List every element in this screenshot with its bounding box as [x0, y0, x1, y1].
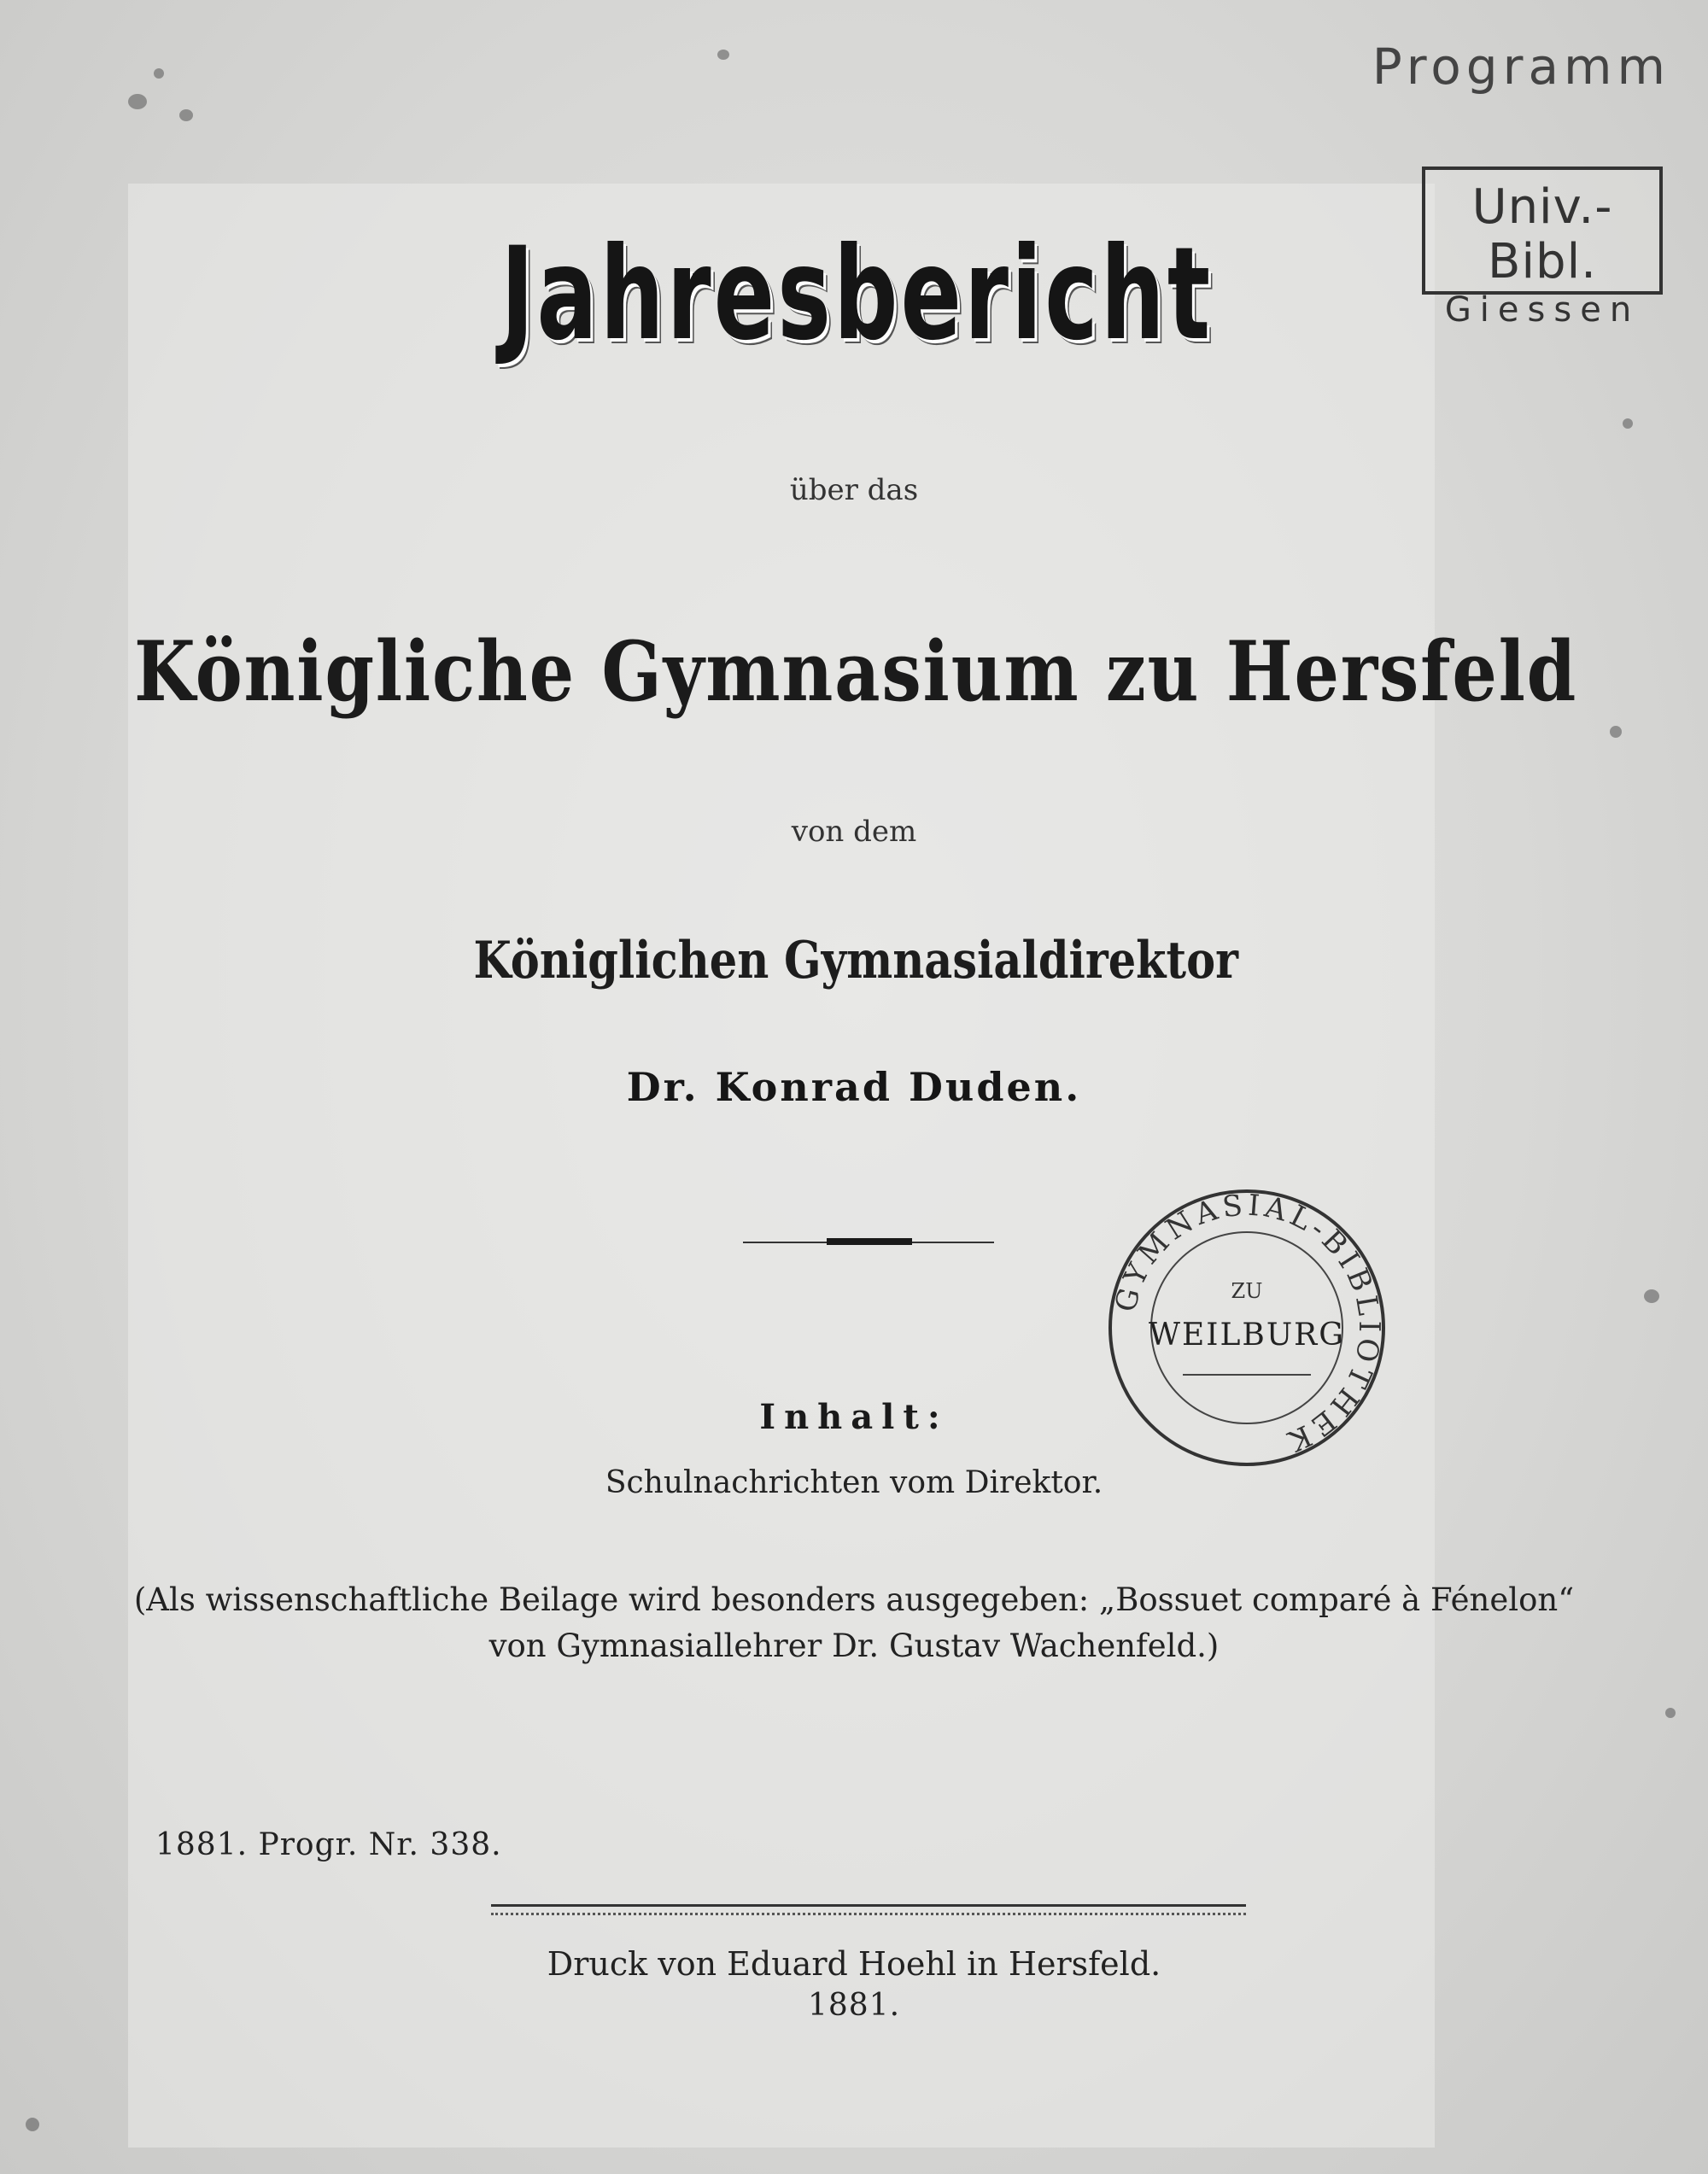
footer-rule	[491, 1904, 1246, 1907]
library-stamp-line1: Univ.-Bibl.	[1471, 179, 1613, 289]
stamp-top-text: ZU	[1231, 1279, 1263, 1303]
contents-heading: Inhalt:	[759, 1397, 949, 1437]
page-title: Jahresbericht	[500, 220, 1214, 369]
speck	[717, 50, 729, 60]
stamp-center-text: WEILBURG	[1148, 1318, 1346, 1353]
supplement-line-2: von Gymnasiallehrer Dr. Gustav Wachenfeld.)	[488, 1628, 1220, 1664]
footer-dotted-rule	[491, 1913, 1246, 1915]
library-stamp-line2: Giessen	[1444, 290, 1641, 330]
printer-line: Druck von Eduard Hoehl in Hersfeld.	[547, 1945, 1161, 1983]
speck	[179, 109, 193, 121]
print-year: 1881.	[807, 1988, 901, 2023]
speck	[26, 2118, 39, 2131]
program-number: 1881. Progr. Nr. 338.	[155, 1827, 502, 1862]
divider-accent	[827, 1238, 912, 1245]
office-title: Königlichen Gymnasialdirektor	[473, 931, 1238, 991]
school-name: Königliche Gymnasium zu Hersfeld	[134, 623, 1578, 720]
speck	[1665, 1708, 1676, 1718]
corner-label: Programm	[1372, 38, 1670, 96]
speck	[154, 68, 164, 79]
preposition-text: über das	[789, 473, 919, 507]
speck	[1623, 418, 1633, 429]
speck	[128, 94, 147, 109]
contents-item: Schulnachrichten vom Direktor.	[605, 1465, 1103, 1500]
author-name: Dr. Konrad Duden.	[626, 1064, 1082, 1110]
speck	[1644, 1289, 1659, 1303]
speck	[1610, 726, 1622, 738]
supplement-line-1: (Als wissenschaftliche Beilage wird besonders ausgegeben: „Bossuet comparé à Fénelon“	[133, 1581, 1575, 1618]
stamp-ring-text: GYMNASIAL-BIBLIOTHEK	[1108, 1188, 1387, 1460]
from-text: von dem	[791, 815, 917, 849]
